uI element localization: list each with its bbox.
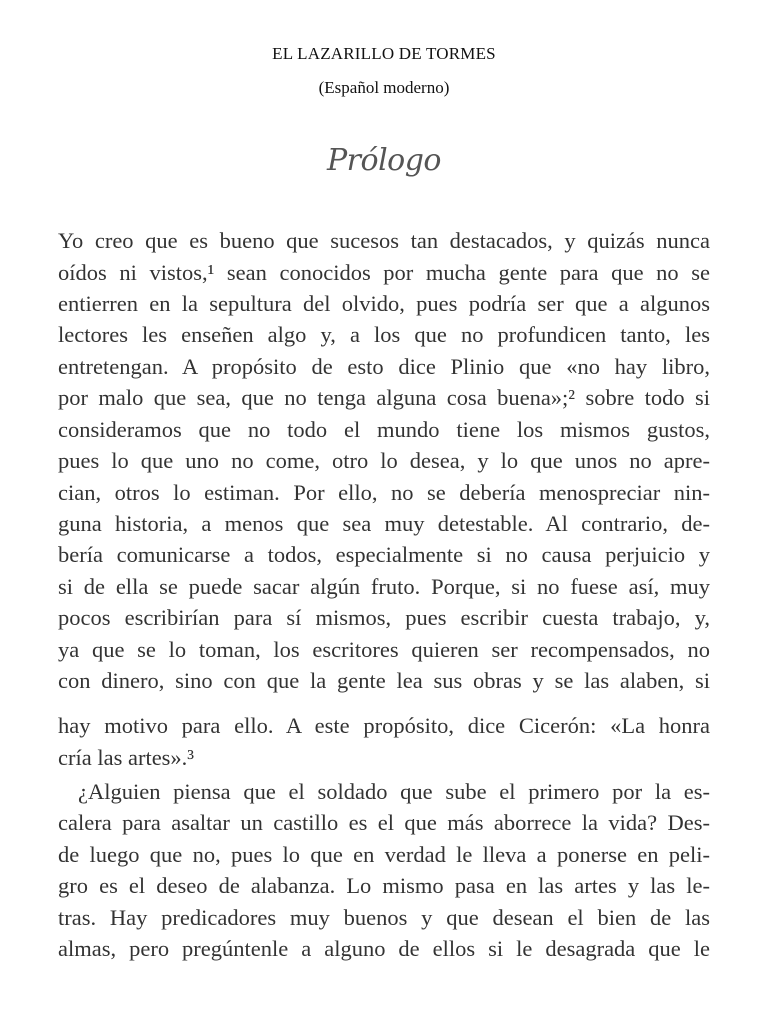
text-line: cría las artes».³ [58, 745, 195, 770]
text-line: hay motivo para ello. A este propósito, dice Cicerón: «La honra [58, 713, 710, 738]
text-line: con dinero, sino con que la gente lea sus obras y se las alaben, si [58, 668, 710, 693]
text-line: lectores les enseñen algo y, a los que no profundicen tanto, les [58, 322, 710, 347]
text-line: bería comunicarse a todos, especialmente si no causa perjuicio y [58, 542, 710, 567]
text-line: ¿Alguien piensa que el soldado que sube el primero por la es- [78, 779, 710, 804]
header-subtitle: (Español moderno) [318, 78, 450, 97]
text-line: pocos escribirían para sí mismos, pues escribir cuesta trabajo, y, [58, 605, 710, 630]
text-line: oídos ni vistos,¹ sean conocidos por mucha gente para que no se [58, 260, 710, 285]
text-line: por malo que sea, que no tenga alguna cosa buena»;² sobre todo si [58, 385, 710, 410]
text-line: entretengan. A propósito de esto dice Plinio que «no hay libro, [58, 354, 710, 379]
text-line: ya que se lo toman, los escritores quieren ser recompensados, no [58, 637, 710, 662]
text-line: gro es el deseo de alabanza. Lo mismo pasa en las artes y las le- [58, 873, 710, 898]
text-line: almas, pero pregúntenle a alguno de ellos si le desagrada que le [58, 936, 710, 961]
text-line: consideramos que no todo el mundo tiene los mismos gustos, [58, 417, 710, 442]
text-line: entierren en la sepultura del olvido, pues podría ser que a algunos [58, 291, 710, 316]
text-line: Yo creo que es bueno que sucesos tan destacados, y quizás nunca [58, 228, 710, 253]
text-line: guna historia, a menos que sea muy detestable. Al contrario, de- [58, 511, 710, 536]
header-title: EL LAZARILLO DE TORMES [272, 44, 496, 63]
text-line: cian, otros lo estiman. Por ello, no se debería menospreciar nin- [58, 480, 710, 505]
text-line: de luego que no, pues lo que en verdad le lleva a ponerse en peli- [58, 842, 710, 867]
text-line: si de ella se puede sacar algún fruto. Porque, si no fuese así, muy [58, 574, 710, 599]
text-line: pues lo que uno no come, otro lo desea, y lo que unos no apre- [58, 448, 710, 473]
chapter-title: Prólogo [326, 143, 441, 178]
text-line: tras. Hay predicadores muy buenos y que desean el bien de las [58, 905, 710, 930]
text-line: calera para asaltar un castillo es el que más aborrece la vida? Des- [58, 810, 710, 835]
